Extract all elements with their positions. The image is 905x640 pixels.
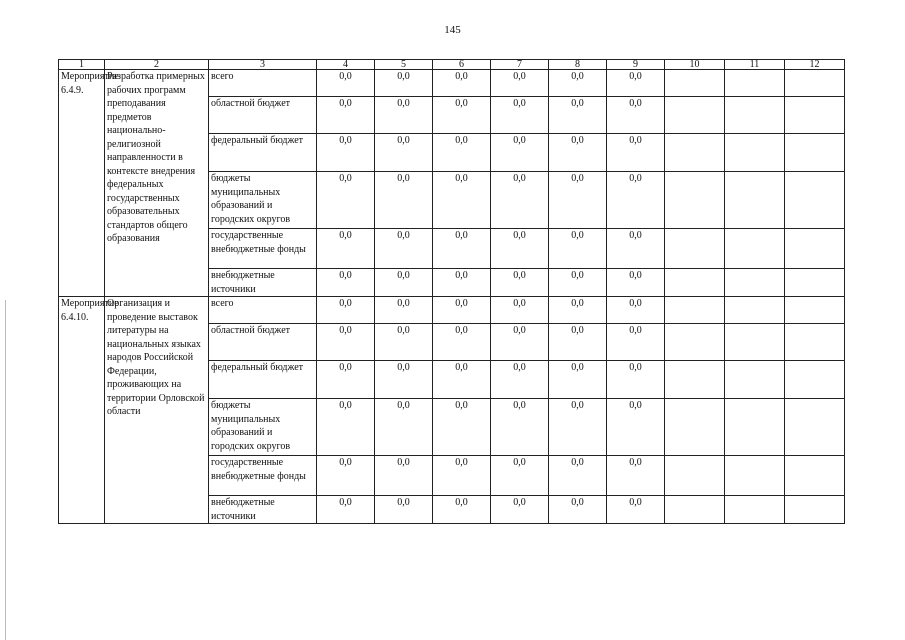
- measure-code: Мероприятие 6.4.10.: [59, 297, 105, 524]
- empty-cell: [785, 229, 845, 269]
- funding-value: 0,0: [607, 229, 665, 269]
- empty-cell: [785, 399, 845, 456]
- funding-value: 0,0: [491, 456, 549, 496]
- funding-value: 0,0: [607, 70, 665, 97]
- funding-value: 0,0: [607, 399, 665, 456]
- funding-value: 0,0: [549, 97, 607, 134]
- column-header: 10: [665, 60, 725, 70]
- empty-cell: [725, 229, 785, 269]
- funding-value: 0,0: [549, 229, 607, 269]
- funding-value: 0,0: [491, 229, 549, 269]
- empty-cell: [665, 399, 725, 456]
- empty-cell: [725, 134, 785, 172]
- funding-value: 0,0: [317, 97, 375, 134]
- funding-value: 0,0: [433, 269, 491, 297]
- funding-value: 0,0: [375, 70, 433, 97]
- column-number-row: [59, 60, 845, 70]
- funding-value: 0,0: [491, 172, 549, 229]
- empty-cell: [785, 297, 845, 324]
- funding-source: всего: [209, 70, 317, 97]
- page-number: 145: [444, 24, 461, 36]
- funding-value: 0,0: [433, 399, 491, 456]
- funding-value: 0,0: [317, 361, 375, 399]
- empty-cell: [665, 229, 725, 269]
- funding-value: 0,0: [549, 456, 607, 496]
- funding-source: внебюджетные источники: [209, 269, 317, 297]
- empty-cell: [665, 324, 725, 361]
- funding-value: 0,0: [491, 97, 549, 134]
- empty-cell: [785, 361, 845, 399]
- funding-value: 0,0: [375, 496, 433, 524]
- funding-value: 0,0: [375, 324, 433, 361]
- funding-table: [58, 59, 845, 524]
- empty-cell: [725, 297, 785, 324]
- table-row: [59, 297, 845, 324]
- funding-value: 0,0: [375, 97, 433, 134]
- empty-cell: [785, 456, 845, 496]
- funding-value: 0,0: [491, 399, 549, 456]
- funding-value: 0,0: [317, 229, 375, 269]
- funding-value: 0,0: [491, 361, 549, 399]
- empty-cell: [785, 172, 845, 229]
- empty-cell: [725, 324, 785, 361]
- empty-cell: [725, 70, 785, 97]
- funding-value: 0,0: [433, 456, 491, 496]
- funding-source: бюджеты муниципальных образований и городских округов: [209, 172, 317, 229]
- funding-value: 0,0: [317, 324, 375, 361]
- empty-cell: [665, 97, 725, 134]
- funding-value: 0,0: [549, 399, 607, 456]
- funding-value: 0,0: [433, 70, 491, 97]
- funding-value: 0,0: [607, 134, 665, 172]
- funding-value: 0,0: [375, 134, 433, 172]
- funding-value: 0,0: [549, 361, 607, 399]
- table-row: [59, 70, 845, 97]
- empty-cell: [665, 496, 725, 524]
- funding-source: внебюджетные источники: [209, 496, 317, 524]
- funding-value: 0,0: [375, 456, 433, 496]
- empty-cell: [725, 269, 785, 297]
- measure-code: Мероприятие 6.4.9.: [59, 70, 105, 297]
- empty-cell: [665, 456, 725, 496]
- funding-source: областной бюджет: [209, 324, 317, 361]
- funding-value: 0,0: [491, 269, 549, 297]
- funding-value: 0,0: [491, 297, 549, 324]
- funding-value: 0,0: [549, 134, 607, 172]
- column-header: 7: [491, 60, 549, 70]
- funding-value: 0,0: [607, 269, 665, 297]
- funding-source: федеральный бюджет: [209, 134, 317, 172]
- funding-value: 0,0: [607, 324, 665, 361]
- empty-cell: [725, 456, 785, 496]
- column-header: 6: [433, 60, 491, 70]
- column-header: 5: [375, 60, 433, 70]
- column-header: 11: [725, 60, 785, 70]
- empty-cell: [785, 134, 845, 172]
- funding-value: 0,0: [375, 399, 433, 456]
- column-header: 9: [607, 60, 665, 70]
- funding-value: 0,0: [549, 70, 607, 97]
- funding-value: 0,0: [317, 456, 375, 496]
- scan-edge-line: [5, 300, 6, 640]
- empty-cell: [725, 361, 785, 399]
- funding-value: 0,0: [317, 496, 375, 524]
- empty-cell: [725, 172, 785, 229]
- funding-value: 0,0: [491, 134, 549, 172]
- empty-cell: [665, 134, 725, 172]
- funding-source: государственные внебюджетные фонды: [209, 229, 317, 269]
- funding-value: 0,0: [607, 361, 665, 399]
- column-header: 4: [317, 60, 375, 70]
- funding-value: 0,0: [549, 269, 607, 297]
- empty-cell: [785, 97, 845, 134]
- funding-value: 0,0: [433, 324, 491, 361]
- funding-source: федеральный бюджет: [209, 361, 317, 399]
- empty-cell: [665, 269, 725, 297]
- empty-cell: [785, 324, 845, 361]
- funding-source: областной бюджет: [209, 97, 317, 134]
- funding-value: 0,0: [433, 97, 491, 134]
- funding-value: 0,0: [433, 496, 491, 524]
- empty-cell: [785, 70, 845, 97]
- empty-cell: [665, 70, 725, 97]
- funding-value: 0,0: [433, 297, 491, 324]
- funding-value: 0,0: [375, 172, 433, 229]
- column-header: 12: [785, 60, 845, 70]
- funding-value: 0,0: [491, 496, 549, 524]
- funding-value: 0,0: [433, 361, 491, 399]
- funding-value: 0,0: [549, 297, 607, 324]
- funding-value: 0,0: [549, 324, 607, 361]
- funding-source: государственные внебюджетные фонды: [209, 456, 317, 496]
- funding-value: 0,0: [433, 229, 491, 269]
- column-header: 3: [209, 60, 317, 70]
- funding-value: 0,0: [607, 456, 665, 496]
- column-header: 2: [105, 60, 209, 70]
- funding-value: 0,0: [375, 269, 433, 297]
- funding-value: 0,0: [549, 496, 607, 524]
- funding-value: 0,0: [317, 70, 375, 97]
- funding-value: 0,0: [317, 134, 375, 172]
- column-header: 8: [549, 60, 607, 70]
- funding-value: 0,0: [375, 361, 433, 399]
- funding-value: 0,0: [317, 297, 375, 324]
- empty-cell: [785, 269, 845, 297]
- column-header: 1: [59, 60, 105, 70]
- funding-value: 0,0: [607, 496, 665, 524]
- empty-cell: [785, 496, 845, 524]
- funding-value: 0,0: [433, 134, 491, 172]
- funding-value: 0,0: [607, 97, 665, 134]
- funding-source: бюджеты муниципальных образований и городских округов: [209, 399, 317, 456]
- measure-title: Организация и проведение выставок литературы на национальных языках народов Российской Федерации, проживающих на территории Орловской области: [105, 297, 209, 524]
- funding-value: 0,0: [375, 229, 433, 269]
- funding-value: 0,0: [607, 172, 665, 229]
- funding-value: 0,0: [317, 269, 375, 297]
- funding-value: 0,0: [549, 172, 607, 229]
- funding-value: 0,0: [607, 297, 665, 324]
- funding-value: 0,0: [491, 70, 549, 97]
- empty-cell: [665, 172, 725, 229]
- funding-value: 0,0: [317, 399, 375, 456]
- funding-value: 0,0: [491, 324, 549, 361]
- empty-cell: [665, 361, 725, 399]
- funding-value: 0,0: [433, 172, 491, 229]
- empty-cell: [665, 297, 725, 324]
- empty-cell: [725, 97, 785, 134]
- funding-value: 0,0: [317, 172, 375, 229]
- funding-source: всего: [209, 297, 317, 324]
- funding-value: 0,0: [375, 297, 433, 324]
- measure-title: Разработка примерных рабочих программ преподавания предметов национально-религиозной направленности в контексте внедрения федеральных государственных образовательных стандартов общего образования: [105, 70, 209, 297]
- empty-cell: [725, 399, 785, 456]
- empty-cell: [725, 496, 785, 524]
